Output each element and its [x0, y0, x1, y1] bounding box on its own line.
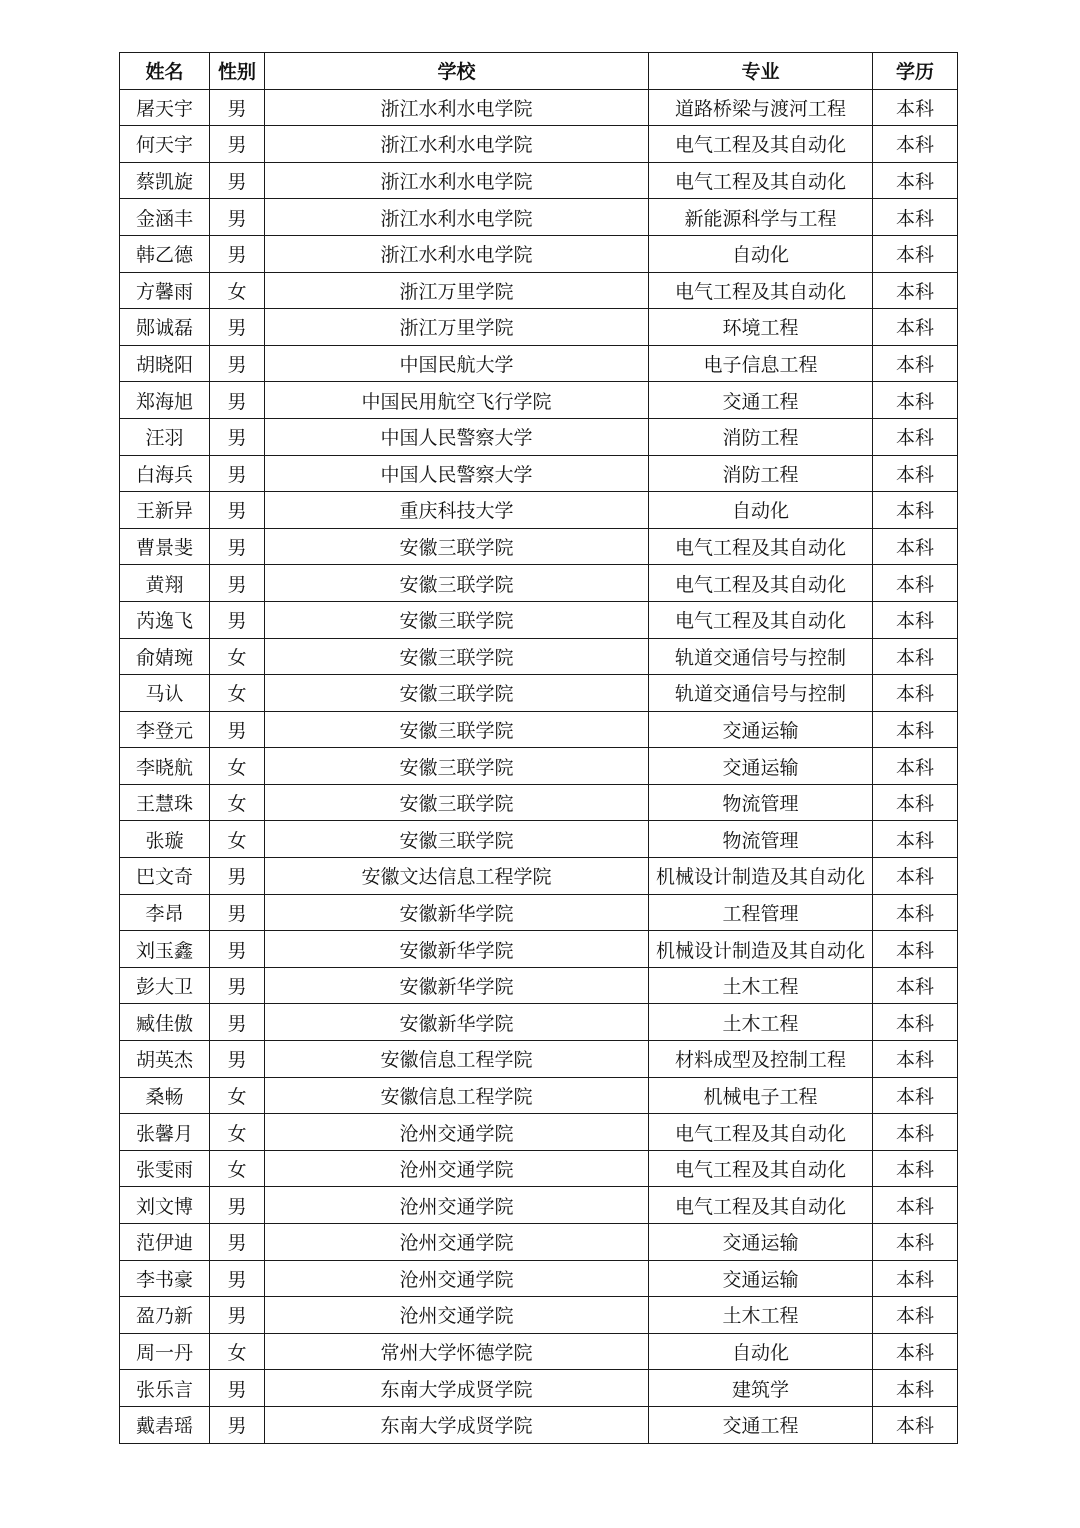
table-row [120, 492, 958, 529]
cell-education: 本科 [873, 1333, 958, 1370]
cell-major: 交通运输 [649, 1260, 873, 1297]
cell-gender: 男 [210, 382, 265, 419]
cell-gender: 男 [210, 967, 265, 1004]
cell-education: 本科 [873, 1406, 958, 1443]
cell-education: 本科 [873, 565, 958, 602]
cell-school: 浙江万里学院 [265, 309, 649, 346]
cell-major: 机械电子工程 [649, 1077, 873, 1114]
cell-name: 王慧珠 [120, 784, 210, 821]
cell-education: 本科 [873, 309, 958, 346]
table-row [120, 675, 958, 712]
cell-education: 本科 [873, 1041, 958, 1078]
cell-gender: 女 [210, 272, 265, 309]
cell-gender: 男 [210, 126, 265, 163]
cell-school: 浙江水利水电学院 [265, 162, 649, 199]
table-row [120, 272, 958, 309]
table-row [120, 1041, 958, 1078]
table-row [120, 309, 958, 346]
cell-name: 屠天宇 [120, 89, 210, 126]
table-row [120, 162, 958, 199]
table-row [120, 784, 958, 821]
cell-name: 郑海旭 [120, 382, 210, 419]
cell-name: 白海兵 [120, 455, 210, 492]
cell-major: 电子信息工程 [649, 345, 873, 382]
cell-education: 本科 [873, 1370, 958, 1407]
cell-school: 安徽三联学院 [265, 675, 649, 712]
cell-name: 马认 [120, 675, 210, 712]
table-row [120, 418, 958, 455]
cell-gender: 男 [210, 1004, 265, 1041]
cell-major: 土木工程 [649, 1297, 873, 1334]
table-row [120, 1114, 958, 1151]
cell-major: 土木工程 [649, 967, 873, 1004]
cell-school: 安徽新华学院 [265, 1004, 649, 1041]
cell-name: 李昂 [120, 894, 210, 931]
cell-school: 中国民用航空飞行学院 [265, 382, 649, 419]
cell-school: 安徽三联学院 [265, 565, 649, 602]
cell-education: 本科 [873, 418, 958, 455]
cell-major: 交通工程 [649, 382, 873, 419]
cell-gender: 男 [210, 528, 265, 565]
cell-education: 本科 [873, 89, 958, 126]
cell-education: 本科 [873, 711, 958, 748]
cell-gender: 男 [210, 1370, 265, 1407]
cell-education: 本科 [873, 1260, 958, 1297]
table-row [120, 345, 958, 382]
table-row [120, 235, 958, 272]
table-row [120, 455, 958, 492]
cell-gender: 女 [210, 675, 265, 712]
cell-name: 芮逸飞 [120, 601, 210, 638]
cell-gender: 女 [210, 1077, 265, 1114]
cell-gender: 男 [210, 1297, 265, 1334]
cell-gender: 男 [210, 1260, 265, 1297]
table-row [120, 565, 958, 602]
cell-name: 李晓航 [120, 748, 210, 785]
cell-gender: 男 [210, 235, 265, 272]
cell-education: 本科 [873, 1004, 958, 1041]
cell-education: 本科 [873, 967, 958, 1004]
cell-major: 轨道交通信号与控制 [649, 638, 873, 675]
roster-page [119, 52, 958, 1444]
cell-major: 交通运输 [649, 748, 873, 785]
table-row [120, 89, 958, 126]
cell-gender: 女 [210, 1114, 265, 1151]
cell-school: 浙江水利水电学院 [265, 126, 649, 163]
cell-major: 材料成型及控制工程 [649, 1041, 873, 1078]
cell-major: 交通运输 [649, 711, 873, 748]
cell-major: 电气工程及其自动化 [649, 126, 873, 163]
table-row [120, 1224, 958, 1261]
table-row [120, 528, 958, 565]
cell-name: 黄翔 [120, 565, 210, 602]
cell-name: 刘文博 [120, 1187, 210, 1224]
cell-gender: 男 [210, 601, 265, 638]
cell-gender: 男 [210, 565, 265, 602]
cell-education: 本科 [873, 199, 958, 236]
cell-gender: 男 [210, 1224, 265, 1261]
cell-name: 张馨月 [120, 1114, 210, 1151]
cell-major: 交通工程 [649, 1406, 873, 1443]
cell-school: 沧州交通学院 [265, 1297, 649, 1334]
cell-gender: 男 [210, 1406, 265, 1443]
cell-school: 中国人民警察大学 [265, 455, 649, 492]
cell-education: 本科 [873, 858, 958, 895]
cell-education: 本科 [873, 1224, 958, 1261]
cell-education: 本科 [873, 1077, 958, 1114]
cell-school: 浙江万里学院 [265, 272, 649, 309]
cell-school: 安徽信息工程学院 [265, 1041, 649, 1078]
cell-name: 戴砉瑶 [120, 1406, 210, 1443]
cell-education: 本科 [873, 492, 958, 529]
table-row [120, 126, 958, 163]
cell-major: 电气工程及其自动化 [649, 565, 873, 602]
cell-name: 王新异 [120, 492, 210, 529]
table-row [120, 382, 958, 419]
cell-gender: 女 [210, 1150, 265, 1187]
cell-school: 安徽三联学院 [265, 711, 649, 748]
cell-name: 张璇 [120, 821, 210, 858]
cell-name: 张雯雨 [120, 1150, 210, 1187]
cell-education: 本科 [873, 455, 958, 492]
table-row [120, 199, 958, 236]
cell-gender: 男 [210, 309, 265, 346]
cell-education: 本科 [873, 638, 958, 675]
cell-gender: 男 [210, 89, 265, 126]
cell-school: 安徽三联学院 [265, 601, 649, 638]
cell-name: 范伊迪 [120, 1224, 210, 1261]
cell-name: 胡晓阳 [120, 345, 210, 382]
cell-school: 常州大学怀德学院 [265, 1333, 649, 1370]
cell-school: 东南大学成贤学院 [265, 1406, 649, 1443]
cell-major: 电气工程及其自动化 [649, 1150, 873, 1187]
table-row [120, 1370, 958, 1407]
cell-school: 安徽三联学院 [265, 821, 649, 858]
cell-school: 安徽三联学院 [265, 748, 649, 785]
cell-gender: 女 [210, 1333, 265, 1370]
cell-school: 重庆科技大学 [265, 492, 649, 529]
cell-education: 本科 [873, 272, 958, 309]
cell-name: 汪羽 [120, 418, 210, 455]
cell-major: 轨道交通信号与控制 [649, 675, 873, 712]
cell-name: 胡英杰 [120, 1041, 210, 1078]
cell-gender: 女 [210, 748, 265, 785]
cell-name: 蔡凯旋 [120, 162, 210, 199]
table-row [120, 1004, 958, 1041]
cell-major: 机械设计制造及其自动化 [649, 931, 873, 968]
cell-name: 金涵丰 [120, 199, 210, 236]
cell-school: 安徽信息工程学院 [265, 1077, 649, 1114]
cell-name: 俞婧琬 [120, 638, 210, 675]
table-row [120, 1150, 958, 1187]
cell-school: 沧州交通学院 [265, 1187, 649, 1224]
cell-education: 本科 [873, 1297, 958, 1334]
cell-major: 电气工程及其自动化 [649, 1187, 873, 1224]
cell-gender: 女 [210, 821, 265, 858]
cell-gender: 男 [210, 418, 265, 455]
table-row [120, 1260, 958, 1297]
cell-major: 新能源科学与工程 [649, 199, 873, 236]
cell-school: 浙江水利水电学院 [265, 89, 649, 126]
cell-gender: 男 [210, 162, 265, 199]
table-row [120, 1333, 958, 1370]
table-header-row [120, 53, 958, 90]
cell-name: 方馨雨 [120, 272, 210, 309]
table-row [120, 821, 958, 858]
cell-major: 建筑学 [649, 1370, 873, 1407]
table-row [120, 894, 958, 931]
cell-education: 本科 [873, 1150, 958, 1187]
cell-education: 本科 [873, 126, 958, 163]
cell-gender: 女 [210, 784, 265, 821]
cell-major: 自动化 [649, 235, 873, 272]
cell-name: 何天宇 [120, 126, 210, 163]
cell-gender: 男 [210, 1041, 265, 1078]
cell-school: 安徽新华学院 [265, 894, 649, 931]
cell-name: 李书豪 [120, 1260, 210, 1297]
cell-education: 本科 [873, 382, 958, 419]
cell-gender: 男 [210, 1187, 265, 1224]
cell-name: 曹景斐 [120, 528, 210, 565]
cell-education: 本科 [873, 528, 958, 565]
table-row [120, 931, 958, 968]
cell-major: 电气工程及其自动化 [649, 528, 873, 565]
table-row [120, 1406, 958, 1443]
cell-major: 电气工程及其自动化 [649, 1114, 873, 1151]
cell-school: 浙江水利水电学院 [265, 199, 649, 236]
cell-name: 张乐言 [120, 1370, 210, 1407]
cell-name: 桑畅 [120, 1077, 210, 1114]
cell-major: 道路桥梁与渡河工程 [649, 89, 873, 126]
cell-gender: 男 [210, 455, 265, 492]
cell-gender: 男 [210, 345, 265, 382]
cell-education: 本科 [873, 931, 958, 968]
cell-major: 消防工程 [649, 455, 873, 492]
cell-education: 本科 [873, 784, 958, 821]
cell-education: 本科 [873, 345, 958, 382]
cell-name: 郧诚磊 [120, 309, 210, 346]
cell-name: 周一丹 [120, 1333, 210, 1370]
cell-education: 本科 [873, 894, 958, 931]
cell-education: 本科 [873, 748, 958, 785]
cell-major: 电气工程及其自动化 [649, 162, 873, 199]
cell-education: 本科 [873, 821, 958, 858]
cell-name: 刘玉鑫 [120, 931, 210, 968]
cell-school: 安徽三联学院 [265, 638, 649, 675]
cell-major: 消防工程 [649, 418, 873, 455]
table-body [120, 89, 958, 1443]
cell-major: 物流管理 [649, 821, 873, 858]
cell-major: 土木工程 [649, 1004, 873, 1041]
cell-gender: 男 [210, 858, 265, 895]
cell-name: 臧佳傲 [120, 1004, 210, 1041]
cell-education: 本科 [873, 1114, 958, 1151]
cell-gender: 男 [210, 199, 265, 236]
cell-school: 安徽三联学院 [265, 528, 649, 565]
cell-name: 李登元 [120, 711, 210, 748]
cell-school: 安徽三联学院 [265, 784, 649, 821]
cell-name: 盈乃新 [120, 1297, 210, 1334]
header-education: 学历 [873, 53, 958, 90]
cell-education: 本科 [873, 675, 958, 712]
header-major: 专业 [649, 53, 873, 90]
cell-education: 本科 [873, 1187, 958, 1224]
cell-gender: 男 [210, 894, 265, 931]
table-row [120, 858, 958, 895]
table-row [120, 601, 958, 638]
cell-major: 工程管理 [649, 894, 873, 931]
cell-school: 安徽新华学院 [265, 967, 649, 1004]
cell-school: 中国人民警察大学 [265, 418, 649, 455]
table-row [120, 748, 958, 785]
cell-school: 沧州交通学院 [265, 1224, 649, 1261]
cell-major: 环境工程 [649, 309, 873, 346]
cell-gender: 男 [210, 711, 265, 748]
table-row [120, 967, 958, 1004]
cell-school: 东南大学成贤学院 [265, 1370, 649, 1407]
student-roster-table [119, 52, 958, 1444]
cell-major: 电气工程及其自动化 [649, 272, 873, 309]
header-gender: 性别 [210, 53, 265, 90]
cell-school: 浙江水利水电学院 [265, 235, 649, 272]
cell-gender: 女 [210, 638, 265, 675]
cell-major: 电气工程及其自动化 [649, 601, 873, 638]
cell-name: 韩乙德 [120, 235, 210, 272]
cell-major: 机械设计制造及其自动化 [649, 858, 873, 895]
cell-major: 自动化 [649, 492, 873, 529]
header-school: 学校 [265, 53, 649, 90]
cell-school: 沧州交通学院 [265, 1260, 649, 1297]
table-row [120, 1297, 958, 1334]
cell-name: 彭大卫 [120, 967, 210, 1004]
cell-school: 安徽新华学院 [265, 931, 649, 968]
table-row [120, 711, 958, 748]
cell-education: 本科 [873, 601, 958, 638]
cell-gender: 男 [210, 492, 265, 529]
cell-major: 交通运输 [649, 1224, 873, 1261]
cell-school: 沧州交通学院 [265, 1150, 649, 1187]
table-row [120, 1187, 958, 1224]
cell-major: 自动化 [649, 1333, 873, 1370]
cell-school: 安徽文达信息工程学院 [265, 858, 649, 895]
cell-name: 巴文奇 [120, 858, 210, 895]
cell-education: 本科 [873, 235, 958, 272]
cell-school: 沧州交通学院 [265, 1114, 649, 1151]
table-row [120, 638, 958, 675]
cell-gender: 男 [210, 931, 265, 968]
cell-major: 物流管理 [649, 784, 873, 821]
header-name: 姓名 [120, 53, 210, 90]
table-row [120, 1077, 958, 1114]
cell-education: 本科 [873, 162, 958, 199]
cell-school: 中国民航大学 [265, 345, 649, 382]
